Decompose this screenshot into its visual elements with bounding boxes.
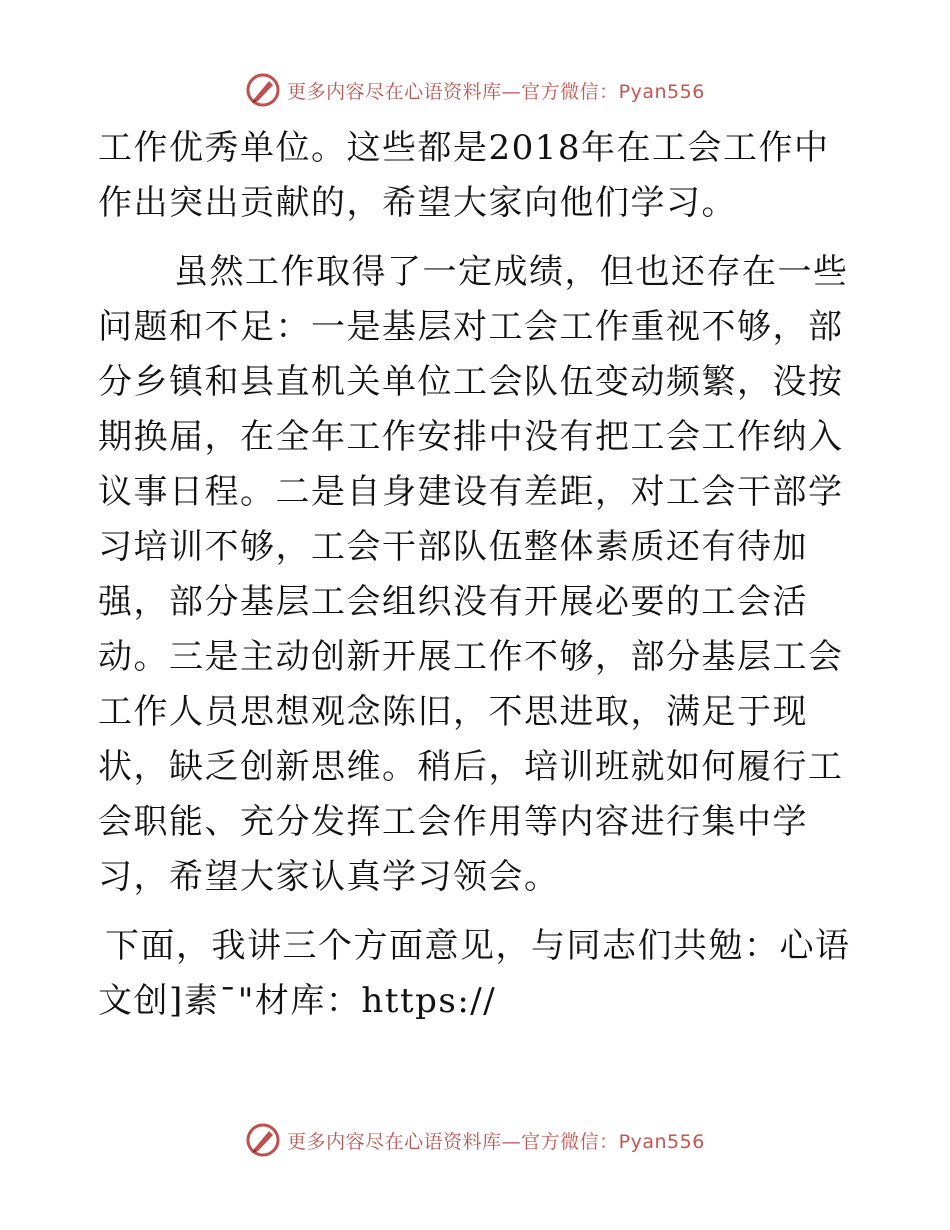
pen-logo-icon [245, 1122, 281, 1158]
paragraph-3: 下面，我讲三个方面意见，与同志们共勉：心语文创]素¯"材库：https:// [98, 926, 851, 1021]
footer-watermark-banner [0, 1120, 950, 1160]
paragraph-2: 虽然工作取得了一定成绩，但也还存在一些问题和不足：一是基层对工会工作重视不够，部分乡镇和县直机关单位工会队伍变动频繁，没按期换届，在全年工作安排中没有把工会工作纳入议事日程。二是自身建设有差距，对工会干部学习培训不够，工会干部队伍整体素质还有待加强，部分基层工会组织没有开展必要的工会活动。三是主动创新开展工作不够，部分基层工会工作人员思想观念陈旧，不思进取，满足于现状，缺乏创新思维。稍后，培训班就如何履行工会职能、充分发挥工会作用等内容进行集中学习，希望大家认真学习领会。 [98, 252, 849, 897]
pen-logo-icon [245, 72, 281, 108]
watermark-text: 更多内容尽在心语资料库—官方微信：Pyan556 [287, 1130, 705, 1153]
watermark-text: 更多内容尽在心语资料库—官方微信：Pyan556 [287, 80, 705, 103]
paragraph-1: 工作优秀单位。这些都是2018年在工会工作中作出突出贡献的，希望大家向他们学习。 [98, 128, 830, 223]
document-body [98, 121, 858, 1029]
header-watermark-banner [0, 70, 950, 110]
